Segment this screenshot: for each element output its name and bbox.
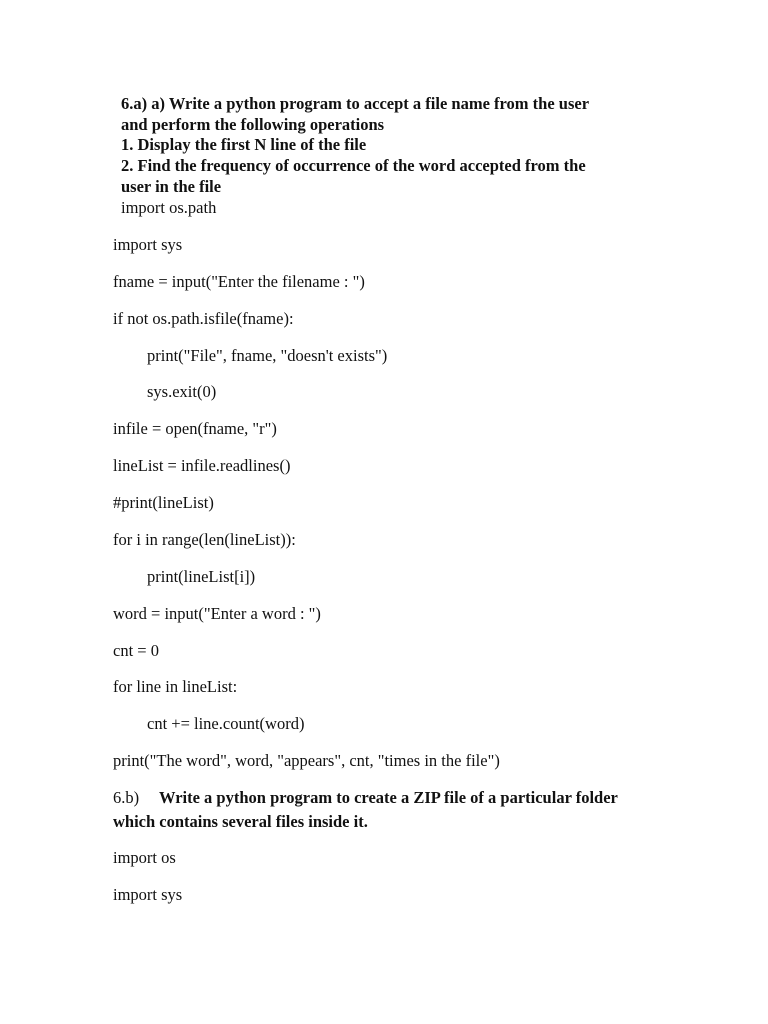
question-b-heading-line-1: Write a python program to create a ZIP file of a particular folder: [159, 788, 618, 807]
question-b-heading-line-2: which contains several files inside it.: [113, 812, 368, 831]
code-line: if not os.path.isfile(fname):: [113, 309, 294, 328]
code-line: lineList = infile.readlines(): [113, 456, 291, 475]
code-line: import sys: [113, 885, 183, 904]
code-line: #print(lineList): [113, 493, 214, 512]
code-line: print("File", fname, "doesn't exists"): [147, 346, 388, 365]
question-a-heading-line-4: 2. Find the frequency of occurrence of the word accepted from the: [121, 156, 586, 175]
code-line: infile = open(fname, "r"): [113, 419, 277, 438]
code-line: cnt += line.count(word): [147, 714, 305, 733]
code-line: cnt = 0: [113, 641, 159, 660]
code-line: fname = input("Enter the filename : "): [113, 272, 365, 291]
code-line: import sys: [113, 235, 183, 254]
question-a-heading-line-5: user in the file: [121, 177, 222, 196]
code-line: for line in lineList:: [113, 677, 238, 696]
code-line: word = input("Enter a word : "): [113, 604, 321, 623]
code-line: import os: [113, 848, 176, 867]
question-a-heading-line-2: and perform the following operations: [121, 115, 385, 134]
code-line: sys.exit(0): [147, 382, 217, 401]
question-b-label: 6.b): [113, 788, 140, 807]
code-line: import os.path: [121, 198, 217, 217]
question-a-heading-line-1: 6.a) a) Write a python program to accept a file name from the user: [121, 94, 590, 113]
code-line: for i in range(len(lineList)):: [113, 530, 296, 549]
question-a-heading-line-3: 1. Display the first N line of the file: [121, 135, 367, 154]
code-line: print(lineList[i]): [147, 567, 256, 586]
code-line: print("The word", word, "appears", cnt, "times in the file"): [113, 751, 500, 770]
